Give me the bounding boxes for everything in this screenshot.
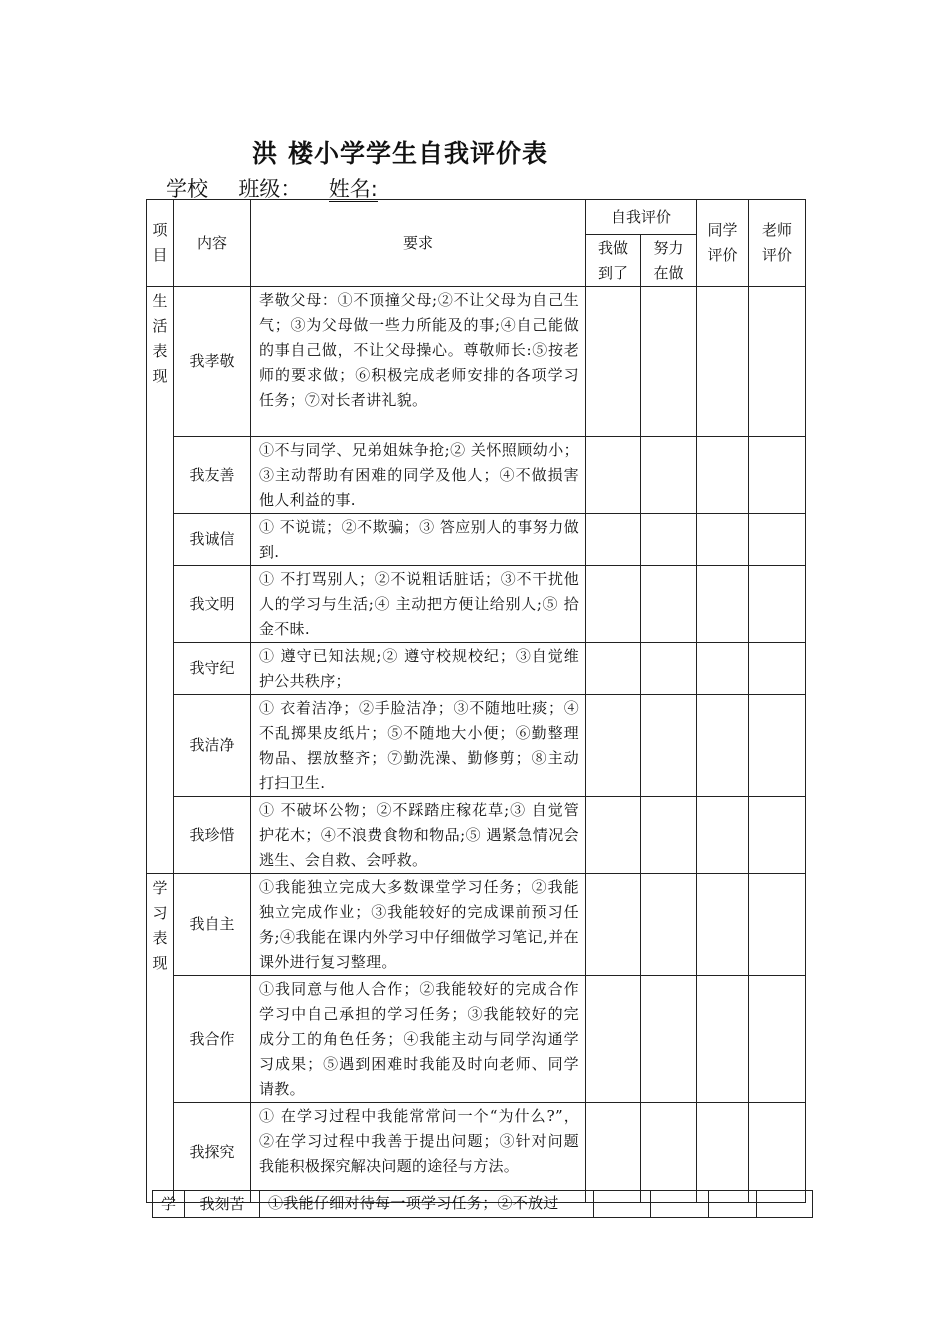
check-cell[interactable] [641,514,697,566]
table-row [147,797,806,874]
check-cell[interactable] [709,1191,757,1218]
row-requirement: ① 不破坏公物；②不踩踏庄稼花草;③ 自觉管护花木；④不浪费食物和物品;⑤ 遇紧急情况会逃生、会自救、会呼救。 [251,797,586,874]
check-cell[interactable] [641,1103,697,1203]
check-cell[interactable] [641,566,697,643]
class-field-label: 班级： [238,177,302,201]
check-cell[interactable] [757,1191,813,1218]
header-requirement: 要求 [251,200,586,287]
check-cell[interactable] [641,287,697,437]
table-row [147,643,806,695]
check-cell[interactable] [586,566,641,643]
table-row [147,695,806,797]
check-cell[interactable] [586,874,641,976]
table-row [153,1191,813,1218]
check-cell[interactable] [697,437,749,514]
check-cell[interactable] [697,287,749,437]
check-cell[interactable] [586,976,641,1103]
check-cell[interactable] [749,514,806,566]
check-cell[interactable] [641,437,697,514]
check-cell[interactable] [586,695,641,797]
check-cell[interactable] [697,976,749,1103]
row-content: 我诚信 [174,514,251,566]
row-content: 我文明 [174,566,251,643]
row-content: 我探究 [174,1103,251,1203]
page-title: 洪 楼小学学生自我评价表 [252,139,549,168]
row-content: 我守纪 [174,643,251,695]
row-requirement: ① 不说谎；②不欺骗；③ 答应别人的事努力做到. [251,514,586,566]
check-cell[interactable] [749,797,806,874]
row-content: 我珍惜 [174,797,251,874]
table-row [147,1103,806,1203]
check-cell[interactable] [697,514,749,566]
check-cell[interactable] [749,976,806,1103]
category-study: 学习表现 [147,874,174,1203]
row-content: 我自主 [174,874,251,976]
check-cell[interactable] [749,874,806,976]
header-content: 内容 [174,200,251,287]
check-cell[interactable] [651,1191,709,1218]
check-cell[interactable] [641,695,697,797]
check-cell[interactable] [586,643,641,695]
check-cell[interactable] [594,1191,651,1218]
header-self-eval: 自我评价 [586,200,697,235]
check-cell[interactable] [641,976,697,1103]
table-row [147,287,806,437]
row-requirement: 孝敬父母：①不顶撞父母;②不让父母为自己生气；③为父母做一些力所能及的事;④自己能做的事自己做，不让父母操心。尊敬师长:⑤按老师的要求做；⑥积极完成老师安排的各项学习任务；⑦对长者讲礼貌。 [251,287,586,437]
table-row [147,437,806,514]
check-cell[interactable] [586,797,641,874]
row-requirement: ① 不打骂别人；②不说粗话脏话；③不干扰他人的学习与生活;④ 主动把方便让给别人;⑤ 拾金不昧. [251,566,586,643]
row-requirement: ①我能仔细对待每一项学习任务；②不放过 [260,1191,594,1218]
check-cell[interactable] [697,874,749,976]
check-cell[interactable] [749,695,806,797]
table-row [147,514,806,566]
check-cell[interactable] [586,1103,641,1203]
check-cell[interactable] [697,797,749,874]
check-cell[interactable] [697,566,749,643]
check-cell[interactable] [641,643,697,695]
evaluation-table [146,199,806,1203]
row-content: 我刻苦 [185,1191,260,1218]
check-cell[interactable] [697,643,749,695]
row-requirement: ①我同意与他人合作；②我能较好的完成合作学习中自己承担的学习任务；③我能较好的完成分工的角色任务；④我能主动与同学沟通学习成果；⑤遇到困难时我能及时向老师、同学请教。 [251,976,586,1103]
table-row [147,976,806,1103]
header-teacher-eval: 老师评价 [749,200,806,287]
check-cell[interactable] [697,1103,749,1203]
check-cell[interactable] [749,1103,806,1203]
check-cell[interactable] [749,643,806,695]
header-peer-eval: 同学评价 [697,200,749,287]
school-field-label: 学校 [166,177,208,201]
table-row [147,874,806,976]
category-life: 生活表现 [147,287,174,874]
check-cell[interactable] [749,566,806,643]
check-cell[interactable] [586,514,641,566]
row-requirement: ① 遵守已知法规;② 遵守校规校纪；③自觉维护公共秩序； [251,643,586,695]
row-requirement: ①我能独立完成大多数课堂学习任务；②我能独立完成作业；③我能较好的完成课前预习任务;④我能在课内外学习中仔细做学习笔记,并在课外进行复习整理。 [251,874,586,976]
row-requirement: ① 在学习过程中我能常常问一个“为什么?”，②在学习过程中我善于提出问题；③针对问题我能积极探究解决问题的途径与方法。 [251,1103,586,1203]
header-item: 项目 [147,200,174,287]
row-content: 我友善 [174,437,251,514]
row-requirement: ①不与同学、兄弟姐妹争抢;② 关怀照顾幼小；③主动帮助有困难的同学及他人；④不做损害他人利益的事. [251,437,586,514]
row-content: 我合作 [174,976,251,1103]
header-trying: 努力在做 [641,235,697,287]
category-study-continued: 学 [153,1191,185,1218]
row-content: 我洁净 [174,695,251,797]
check-cell[interactable] [749,287,806,437]
table-row [147,566,806,643]
check-cell[interactable] [641,797,697,874]
check-cell[interactable] [749,437,806,514]
header-done: 我做到了 [586,235,641,287]
row-requirement: ① 衣着洁净；②手脸洁净；③不随地吐痰；④不乱掷果皮纸片；⑤不随地大小便；⑥勤整理物品、摆放整齐；⑦勤洗澡、勤修剪；⑧主动打扫卫生. [251,695,586,797]
name-field-label: 姓名: [328,177,378,201]
row-content: 我孝敬 [174,287,251,437]
check-cell[interactable] [586,437,641,514]
check-cell[interactable] [586,287,641,437]
check-cell[interactable] [697,695,749,797]
evaluation-table-continued [152,1190,813,1218]
check-cell[interactable] [641,874,697,976]
